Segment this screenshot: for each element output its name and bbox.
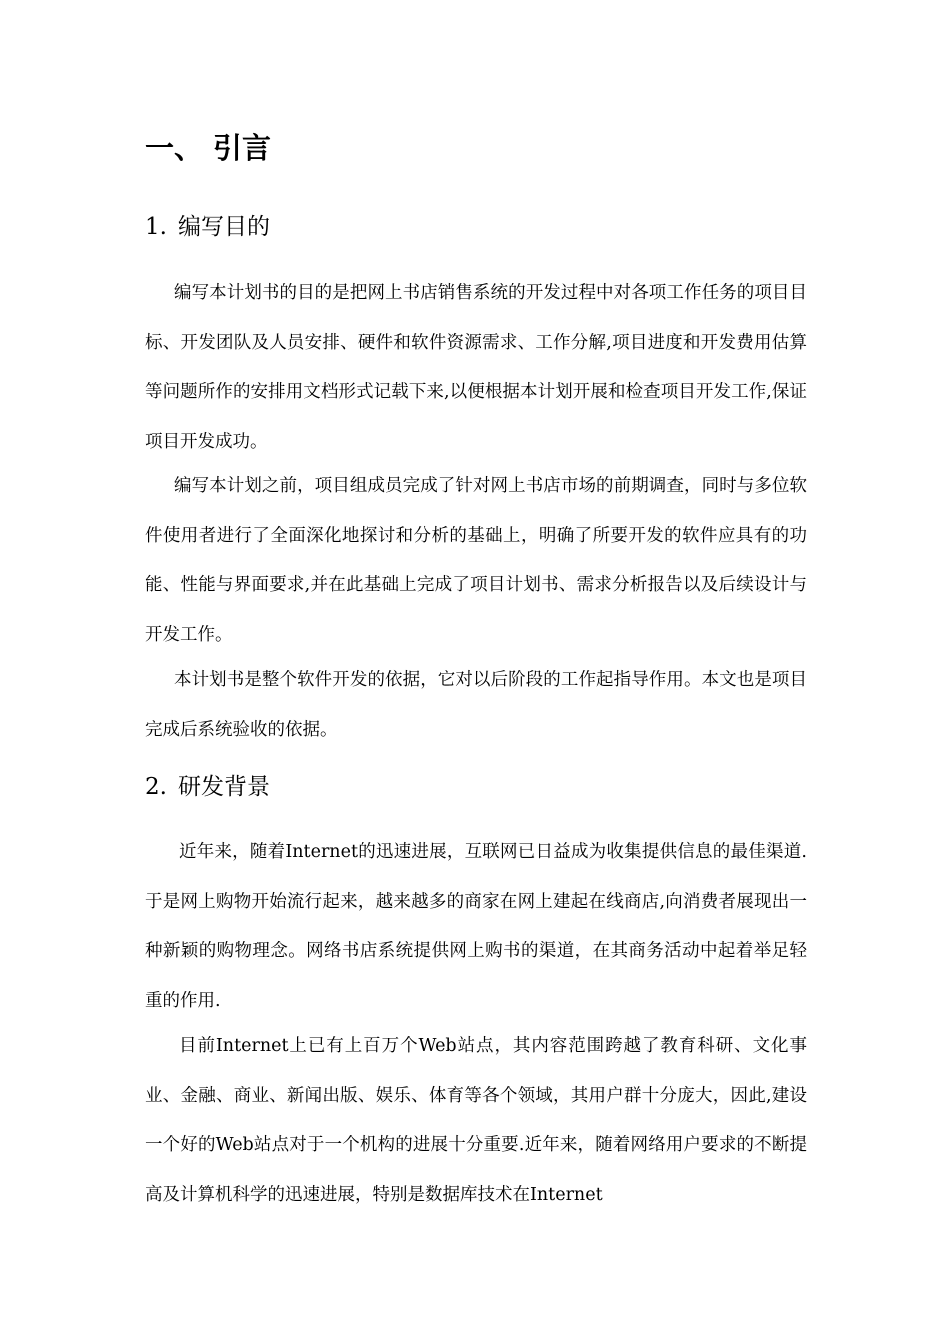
- subsection-heading-2: [145, 771, 270, 803]
- section-number: 一、: [145, 131, 204, 165]
- section-heading: [145, 128, 271, 168]
- subsection-number: 1.: [145, 214, 167, 240]
- subsection-number: 2.: [145, 774, 167, 800]
- subsection-title: 研发背景: [178, 774, 270, 800]
- subsection-heading-1: [145, 211, 270, 243]
- paragraph: 本计划书是整个软件开发的依据，它对以后阶段的工作起指导作用。本文也是项目完成后系统验收的依据。: [145, 670, 807, 740]
- paragraph: 目前Internet上已有上百万个Web站点，其内容范围跨越了教育科研、文化事业、金融、商业、新闻出版、娱乐、体育等各个领域，其用户群十分庞大，因此,建设一个好的Web站点对于一个机构的进展十分重要.近年来，随着网络用户要求的不断提高及计算机科学的迅速进展，特别是数据库技术在Internet: [145, 1036, 807, 1205]
- paragraph: 编写本计划之前，项目组成员完成了针对网上书店市场的前期调查，同时与多位软件使用者进行了全面深化地探讨和分析的基础上，明确了所要开发的软件应具有的功能、性能与界面要求,并在此基础上完成了项目计划书、需求分析报告以及后续设计与开发工作。: [145, 476, 807, 645]
- paragraph: 编写本计划书的目的是把网上书店销售系统的开发过程中对各项工作任务的项目目标、开发团队及人员安排、硬件和软件资源需求、工作分解,项目进度和开发费用估算等问题所作的安排用文档形式记载下来,以便根据本计划开展和检查项目开发工作,保证项目开发成功。: [145, 283, 807, 452]
- subsection-title: 编写目的: [178, 214, 270, 240]
- section-title: 引言: [213, 131, 272, 165]
- paragraph: 近年来，随着Internet的迅速进展，互联网已日益成为收集提供信息的最佳渠道.于是网上购物开始流行起来，越来越多的商家在网上建起在线商店,向消费者展现出一种新颖的购物理念。网络书店系统提供网上购书的渠道，在其商务活动中起着举足轻重的作用.: [145, 842, 807, 1011]
